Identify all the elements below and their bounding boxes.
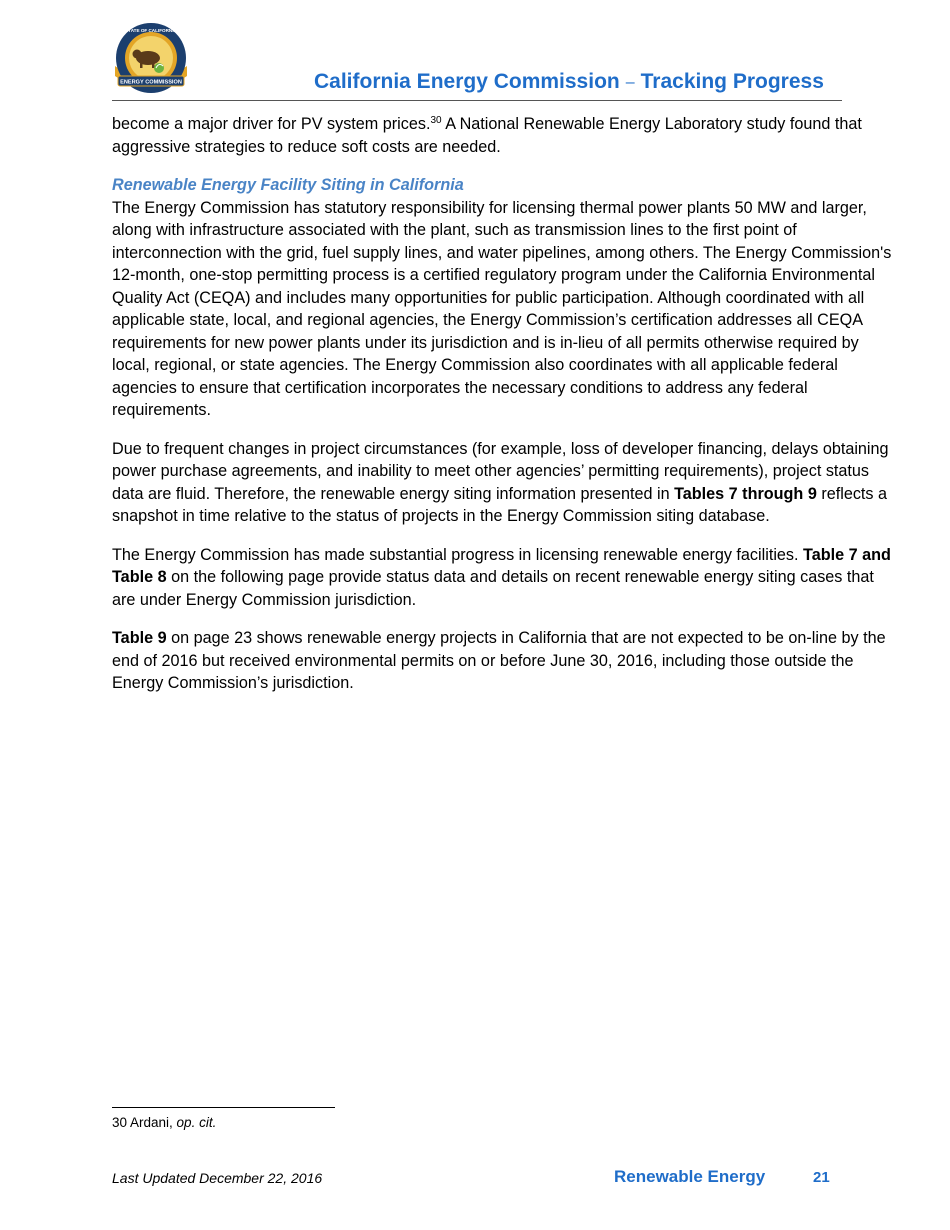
paragraph-intro [112,113,892,158]
paragraph-progress [112,544,892,612]
section-heading: Renewable Energy Facility Siting in California [112,176,464,194]
page-number: 21 [813,1169,830,1186]
table-7-8-ref: Table 7 and Table 8 [112,545,891,586]
paragraph-intro-text-cont: A National Renewable Energy Laboratory study found that aggressive strategies to reduce soft costs are needed. [112,115,862,156]
tables-ref: Tables 7 through 9 [674,484,817,503]
paragraph-progress-text: The Energy Commission has made substantial progress in licensing renewable energy facilities. [112,545,804,564]
svg-text:STATE OF CALIFORNIA: STATE OF CALIFORNIA [125,28,177,33]
paragraph-project-status-text-cont: reflects a snapshot in time relative to the status of projects in the Energy Commission siting database. [112,484,888,525]
paragraph-table-9-text: on page 23 shows renewable energy projects in California that are not expected to be on-line by the end of 2016 but received environmental permits on or before June 30, 2016, including those outside the Energy Commission’s jurisdiction. [112,629,886,692]
footnote-label: 30 Ardani, [112,1115,177,1130]
footnote-divider [112,1107,335,1108]
footer-date: Last Updated December 22, 2016 [112,1170,323,1186]
header-divider [112,100,842,101]
paragraph-intro-text: become a major driver for PV system prices. [112,115,431,133]
paragraph-project-status-text: Due to frequent changes in project circumstances (for example, loss of developer financing, delays obtaining power purchase agreements, and inability to meet other agencies’ permitting requirements), project status data are fluid. Therefore, the renewable energy siting information presented in [112,439,889,503]
paragraph-progress-text-cont: on the following page provide status data and details on recent renewable energy siting cases that are under Energy Commission jurisdiction. [112,568,874,609]
header-title [314,70,824,94]
seal-icon [112,22,190,94]
paragraph-table-9 [112,627,892,695]
header-report: Tracking Progress [640,70,824,93]
energy-commission-seal-logo [112,22,190,94]
table-9-ref: Table 9 [112,629,167,647]
header-separator: – [625,74,635,91]
footnote-citation: op. cit. [176,1115,217,1130]
footnote-ref[interactable]: 30 [430,115,442,126]
paragraph-siting: The Energy Commission has statutory responsibility for licensing thermal power plants 50 MW and larger, along with infrastructure associated with the plant, such as transmission lines to the first point of interconnection with the grid, fuel supply lines, and water pipelines, among others. The Energy Commission's 12-month, one-stop permitting process is a certified regulatory program under the California Environmental Quality Act (CEQA) and includes many opportunities for public participation. Although coordinated with all applicable state, local, and regional agencies, the Energy Commission’s certification addresses all CEQA requirements for new power plants under its jurisdiction and is in-lieu of all permits otherwise required by local, regional, or state agencies. The Energy Commission also coordinates with all applicable federal agencies to ensure that certification incorporates the necessary conditions to address any federal requirements. [112,198,892,419]
paragraph-project-status [112,438,892,528]
svg-text:ENERGY COMMISSION: ENERGY COMMISSION [120,79,182,86]
footer-section: Renewable Energy [614,1167,766,1186]
main-content [112,113,892,711]
footnote [112,1115,216,1130]
header-org: California Energy Commission [314,70,620,93]
